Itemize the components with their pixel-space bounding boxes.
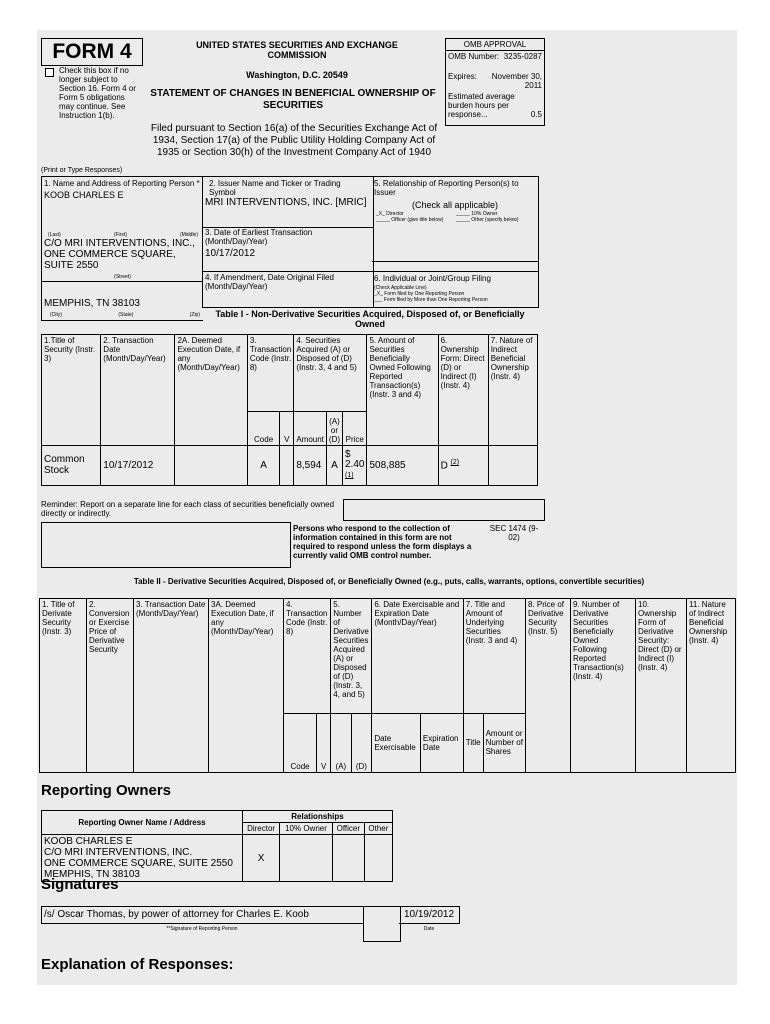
issuer-name: MRI INTERVENTIONS, INC. [MRIC]: [205, 197, 367, 208]
t1-price-sub: Price: [343, 411, 367, 445]
street-label: (Street): [114, 274, 131, 280]
omb-approval-title: OMB APPROVAL: [446, 39, 544, 51]
box6-one-person: _X_ Form filed by One Reporting Person: [374, 291, 465, 297]
t2-col11-header: 10. Ownership Form of Derivative Security: Direct (D) or Indirect (I) (Instr. 4): [636, 599, 687, 773]
t1-col1-header: 1.Title of Security (Instr. 3): [42, 335, 101, 446]
table-row: [42, 445, 538, 485]
reminder-blank-box: [343, 499, 545, 521]
t2-amount-sub: Amount or Number of Shares: [483, 713, 525, 772]
check-applicable: (Check all applicable): [411, 200, 499, 210]
t1-security: Common Stock: [42, 445, 101, 485]
t1-amount: 8,594: [294, 445, 327, 485]
box4-label: 4. If Amendment, Date Original Filed (Month/Day/Year): [205, 273, 334, 291]
signature-date: 10/19/2012: [403, 909, 455, 920]
t1-code-sub: Code: [247, 411, 280, 445]
box6-label: 6. Individual or Joint/Group Filing: [374, 274, 491, 283]
filed-pursuant: Filed pursuant to Section 16(a) of the Securities Exchange Act of 1934, Section 17(a) of the Public Utility Holding Company Act of 1935 or Section 30(h) of the Investment Company Act of 1940: [150, 123, 438, 158]
issuer-box: [202, 176, 374, 228]
date-caption: Date: [423, 926, 435, 932]
table-row: [42, 835, 393, 882]
box6-applicable: (Check Applicable Line): [374, 285, 427, 291]
checkbox-note: Check this box if no longer subject to Section 16. Form 4 or Form 5 obligations may continue. See Instruction 1(b).: [59, 66, 136, 120]
t2-col12-header: 11. Nature of Indirect Beneficial Ownership (Instr. 4): [687, 599, 736, 773]
box6-multi-person: ___ Form filed by More than One Reporting Person: [374, 297, 488, 303]
section16-checkbox[interactable]: [45, 68, 54, 77]
reminder-text: Reminder: Report on a separate line for each class of securities beneficially owned directly or indirectly.: [41, 500, 335, 518]
agency-city: Washington, D.C. 20549: [246, 70, 348, 80]
t1-amount-sub: Amount: [294, 411, 327, 445]
t1-col4-header: 3. Transaction Code (Instr. 8): [247, 335, 294, 412]
signature-box: [41, 906, 364, 924]
signature-caption: **Signature of Reporting Person: [166, 926, 238, 932]
t1-ownership-footnote: (2): [450, 459, 460, 467]
zip-label: (Zip): [189, 312, 200, 318]
table2-title: Table II - Derivative Securities Acquired, Disposed of, or Beneficially Owned (e.g., puts, calls, warrants, options, convertible securities): [133, 577, 645, 586]
director-option: _X_ Director: [376, 211, 404, 217]
t2-col7-header: 6. Date Exercisable and Expiration Date (Month/Day/Year): [372, 599, 463, 714]
t2-col8-header: 7. Title and Amount of Underlying Securities (Instr. 3 and 4): [463, 599, 525, 714]
t1-aord-sub: (A) or (D): [326, 411, 342, 445]
owners-other-header: Other: [364, 823, 392, 835]
box3-label: 3. Date of Earliest Transaction (Month/Day/Year): [205, 228, 313, 246]
t1-col6-header: 5. Amount of Securities Beneficially Owned Following Reported Transaction(s) (Instr. 3 and 4): [367, 335, 438, 446]
omb-burden-value: 0.5: [530, 110, 542, 119]
t2-title-sub: Title: [463, 713, 483, 772]
t1-ownership: D: [440, 460, 448, 472]
table1-non-derivative: [41, 334, 538, 486]
t2-expiration-sub: Expiration Date: [420, 713, 463, 772]
form-page: [37, 30, 737, 985]
t1-price-footnote: (1): [345, 472, 354, 480]
t1-deemed: [175, 445, 247, 485]
owners-name-header: Reporting Owner Name / Address: [42, 811, 243, 835]
last-label: (Last): [48, 232, 61, 238]
t1-col2-header: 2. Transaction Date (Month/Day/Year): [101, 335, 175, 446]
t2-col5-header: 4. Transaction Code (Instr. 8): [284, 599, 331, 714]
officer-option: _____ Officer (give title below): [376, 217, 444, 223]
owners-relationships-header: Relationships: [243, 811, 393, 823]
omb-expires-label: Expires:: [448, 72, 477, 81]
middle-label: (Middle): [179, 232, 198, 238]
t2-col2-header: 2. Conversion or Exercise Price of Derivative Security: [87, 599, 134, 773]
signature-text: /s/ Oscar Thomas, by power of attorney for Charles E. Koob: [44, 909, 309, 920]
t1-v-sub: V: [280, 411, 294, 445]
table1-title: Table I - Non-Derivative Securities Acquired, Disposed of, or Beneficially Owned: [215, 309, 525, 329]
t2-col9-header: 8. Price of Derivative Security (Instr. 5): [526, 599, 571, 773]
t2-col10-header: 9. Number of Derivative Securities Beneficially Owned Following Reported Transaction(s) (Instr. 4): [571, 599, 636, 773]
t1-col5-header: 4. Securities Acquired (A) or Disposed of (D) (Instr. 3, 4 and 5): [294, 335, 367, 412]
t1-price: $ 2.40: [345, 449, 365, 471]
earliest-transaction-date: 10/17/2012: [205, 248, 256, 259]
reporting-city-state-zip: MEMPHIS, TN 38103: [44, 298, 140, 309]
explanation-heading: Explanation of Responses:: [41, 956, 234, 973]
form-title: FORM 4: [52, 40, 132, 63]
t1-col7-header: 6. Ownership Form: Direct (D) or Indirect (I) (Instr. 4): [438, 335, 488, 446]
t2-col6-header: 5. Number of Derivative Securities Acquired (A) or Disposed of (D) (Instr. 3, 4, and 5): [331, 599, 372, 714]
omb-number-label: OMB Number:: [448, 52, 500, 61]
ten-percent-option: _____ 10% Owner: [456, 211, 498, 217]
t2-col3-header: 3. Transaction Date (Month/Day/Year): [134, 599, 209, 773]
t1-col8-header: 7. Nature of Indirect Beneficial Ownership (Instr. 4): [488, 335, 537, 446]
t1-date: 10/17/2012: [101, 445, 175, 485]
owners-ten-percent-header: 10% Owner: [280, 823, 333, 835]
owners-director-header: Director: [243, 823, 280, 835]
persons-respond-text: Persons who respond to the collection of information contained in this form are not required to respond unless the form displays a currently valid OMB control number.: [293, 524, 472, 560]
omb-expires-value: November 30, 2011: [491, 72, 542, 90]
t2-exercisable-sub: Date Exercisable: [372, 713, 421, 772]
statement-title: STATEMENT OF CHANGES IN BENEFICIAL OWNERSHIP OF SECURITIES: [150, 88, 436, 111]
reporting-person-box: [41, 176, 203, 282]
agency-name: UNITED STATES SECURITIES AND EXCHANGE COMMISSION: [196, 40, 398, 60]
owners-name-address: KOOB CHARLES E C/O MRI INTERVENTIONS, INC. ONE COMMERCE SQUARE, SUITE 2550 MEMPHIS, TN 38103: [42, 835, 243, 882]
signatures-heading: Signatures: [41, 876, 119, 893]
omb-burden-label: Estimated average burden hours per response...: [448, 92, 515, 119]
earliest-transaction-box: [202, 226, 374, 272]
reporting-person-address: C/O MRI INTERVENTIONS, INC., ONE COMMERCE SQUARE, SUITE 2550: [44, 238, 195, 271]
t1-v: [280, 445, 294, 485]
relationship-box: [372, 176, 539, 262]
t2-col4-header: 3A. Deemed Execution Date, if any (Month/Day/Year): [209, 599, 284, 773]
t1-aord: A: [326, 445, 342, 485]
owners-officer-header: Officer: [332, 823, 364, 835]
box2-label: 2. Issuer Name and Ticker or Trading Symbol: [209, 179, 341, 197]
owners-director-mark: X: [243, 835, 280, 882]
form-title-box: [41, 38, 143, 66]
owners-officer-mark: [332, 835, 364, 882]
persons-blank-box: [41, 522, 291, 568]
state-label: (State): [118, 312, 134, 318]
reporting-person-name: KOOB CHARLES E: [44, 190, 124, 200]
filing-type-box: [372, 271, 538, 308]
first-label: (First): [113, 232, 127, 238]
reporting-owners-table: [41, 810, 393, 882]
owners-other-mark: [364, 835, 392, 882]
other-option: _____ Other (specify below): [456, 217, 519, 223]
omb-number-value: 3235-0287: [503, 52, 542, 61]
t2-col1-header: 1. Title of Derivate Security (Instr. 3): [40, 599, 87, 773]
owners-ten-percent-mark: [280, 835, 333, 882]
t2-code-sub: Code: [284, 713, 317, 772]
sec-form-number: SEC 1474 (9-02): [489, 524, 539, 542]
t1-code: A: [247, 445, 280, 485]
box5-label: 5. Relationship of Reporting Person(s) to Issuer: [374, 179, 519, 197]
t2-d-sub: (D): [351, 713, 372, 772]
amendment-box: [202, 271, 374, 308]
print-note: (Print or Type Responses): [41, 167, 123, 174]
reporting-owners-heading: Reporting Owners: [41, 782, 172, 799]
box1-label: 1. Name and Address of Reporting Person *: [44, 179, 200, 188]
table2-derivative: [39, 598, 736, 773]
t2-a-sub: (A): [331, 713, 351, 772]
t1-owned: 508,885: [367, 445, 438, 485]
t1-nature: [488, 445, 537, 485]
t2-v-sub: V: [317, 713, 331, 772]
t1-col3-header: 2A. Deemed Execution Date, if any (Month/Day/Year): [175, 335, 247, 446]
city-label: (City): [50, 312, 62, 318]
omb-approval-box: [445, 38, 545, 126]
